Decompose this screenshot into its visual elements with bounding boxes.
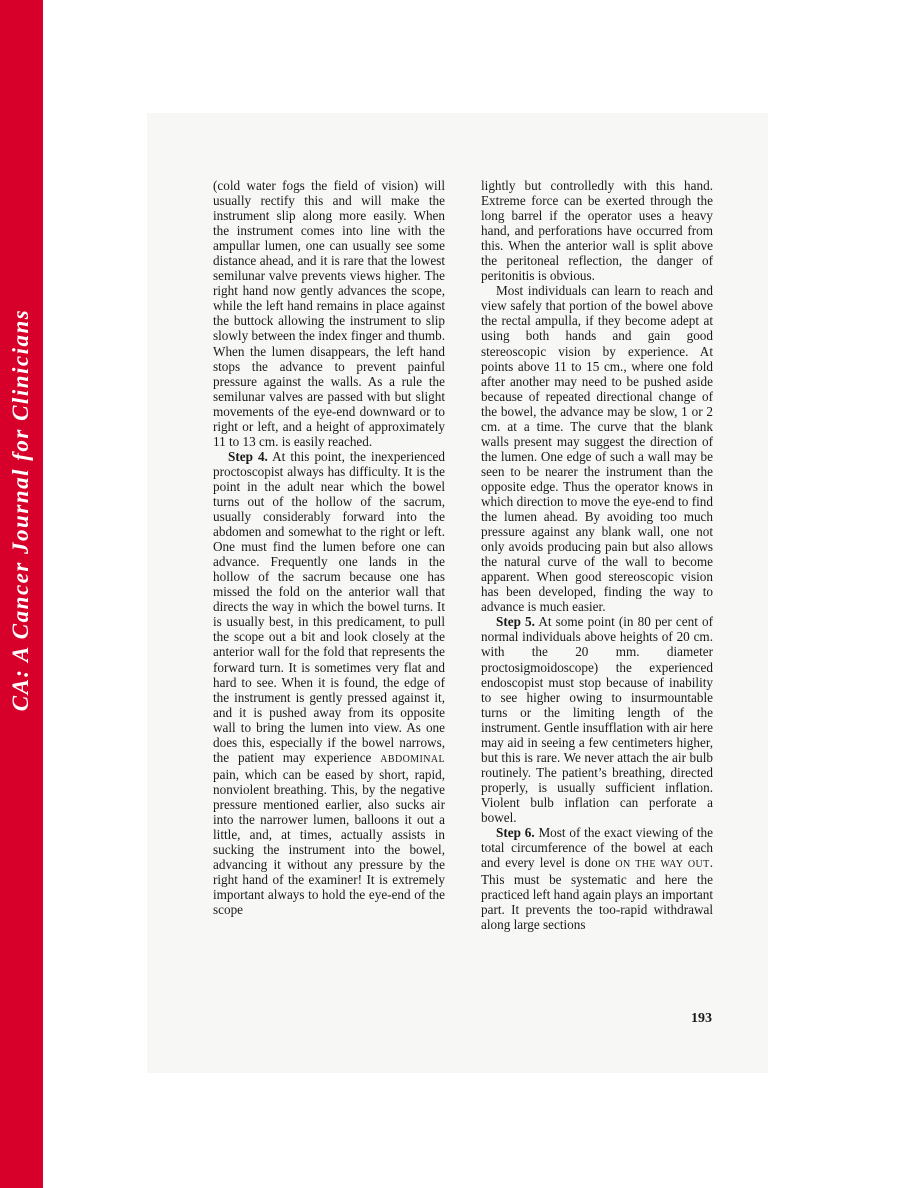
left-column xyxy=(213,178,445,917)
paragraph-continuation xyxy=(213,178,445,449)
paragraph-continuation-right xyxy=(481,178,713,283)
paragraph-stereoscopic xyxy=(481,283,713,614)
step-6-text-b: . This must be systematic and here the practiced left hand again plays an important part. It prevents the too-rapid withdrawal along large sections xyxy=(481,855,713,933)
journal-title: CA: A Cancer Journal for Clinicians xyxy=(8,308,33,712)
step-4-text-b: pain, which can be eased by short, rapid, nonviolent breathing. This, by the negative pressure mentioned earlier, also sucks air into the narrower lumen, balloons it out a little, and, at times, actually assists in sucking the instrument into the bowel, advancing it without any pressure by the right hand of the examiner! It is extremely important always to hold the eye-end of the scope xyxy=(213,766,445,918)
paragraph-step-4 xyxy=(213,449,445,917)
paragraph-step-5 xyxy=(481,614,713,825)
paragraph-text: (cold water fogs the field of vision) will usually rectify this and will make the instrument slip along more easily. When the instrument comes into line with the ampullar lumen, one can usually see some distance ahead, and it is rare that the lowest semilunar valve prevents views higher. The right hand now gently advances the scope, while the left hand remains in place against the buttock allowing the instrument to slip slowly between the index finger and thumb. When the lumen disappears, the left hand stops the advance to prevent painful pressure against the walls. As a rule the semilunar valves are passed with but slight movements of the eye-end downward or to right or left, and a height of approximately 11 to 13 cm. is easily reached. xyxy=(213,178,445,449)
step-5-label: Step 5. xyxy=(496,614,535,630)
step-4-text-a: At this point, the inexperienced proctoscopist always has difficulty. It is the point in the adult near which the bowel turns out of the hollow of the sacrum, usually considerably forward into the abdomen and somewhat to the right or left. One must find the lumen before one can advance. Frequently one lands in the hollow of the sacrum because one has missed the fold on the anterior wall that directs the way in which the bowel turns. It is usually best, in this predicament, to pull the scope out a bit and look closely at the anterior wall for the fold that represents the forward turn. It is sometimes very flat and hard to see. When it is found, the edge of the instrument is gently pressed against it, and it is pushed away from its opposite wall to bring the lumen into view. As one does this, especially if the bowel narrows, the patient may experience xyxy=(213,448,445,765)
page-number: 193 xyxy=(691,1011,712,1026)
paragraph-step-6 xyxy=(481,825,713,932)
paragraph-text: Most individuals can learn to reach and view safely that portion of the bowel above the rectal ampulla, if they become adept at using both hands and gain good stereoscopic vision by experience. At points above 11 to 15 cm., where one fold after another may need to be pushed aside because of repeated directional change of the bowel, the advance may be slow, 1 or 2 cm. at a time. The curve that the blank walls present may suggest the direction of the lumen. One edge of such a wall may be seen to be nearer the instrument than the opposite edge. Thus the operator knows in which direction to move the eye-end to find the lumen ahead. By avoiding too much pressure against any blank wall, one not only avoids producing pain but also allows the natural curve of the wall to become apparent. When good stereoscopic vision has been developed, finding the way to advance is much easier. xyxy=(481,283,713,615)
step-5-text: At some point (in 80 per cent of normal individuals above heights of 20 cm. with the 20 mm. diameter proctosigmoidoscope) the experienced endoscopist must stop because of inability to see higher owing to insurmountable turns or the limiting length of the instrument. Gentle insufflation with air here may aid in seeing a few centimeters higher, but this is rare. We never attach the air bulb routinely. The patient’s breathing, directed properly, is usually sufficient inflation. Violent bulb inflation can perforate a bowel. xyxy=(481,614,713,825)
paragraph-text: lightly but controlledly with this hand. Extreme force can be exerted through the long barrel if the operator uses a heavy hand, and perforations have occurred from this. When the anterior wall is split above the peritoneal reflection, the danger of peritonitis is obvious. xyxy=(481,178,713,284)
step-6-smallcaps: ON THE WAY OUT xyxy=(615,859,710,871)
step-6-text-a: Most of the exact viewing of the total circumference of the bowel at each and every level is done xyxy=(481,825,713,871)
right-column xyxy=(481,178,713,932)
step-4-label: Step 4. xyxy=(228,448,268,464)
step-6-label: Step 6. xyxy=(496,825,535,841)
step-4-smallcaps: ABDOMINAL xyxy=(380,753,445,765)
